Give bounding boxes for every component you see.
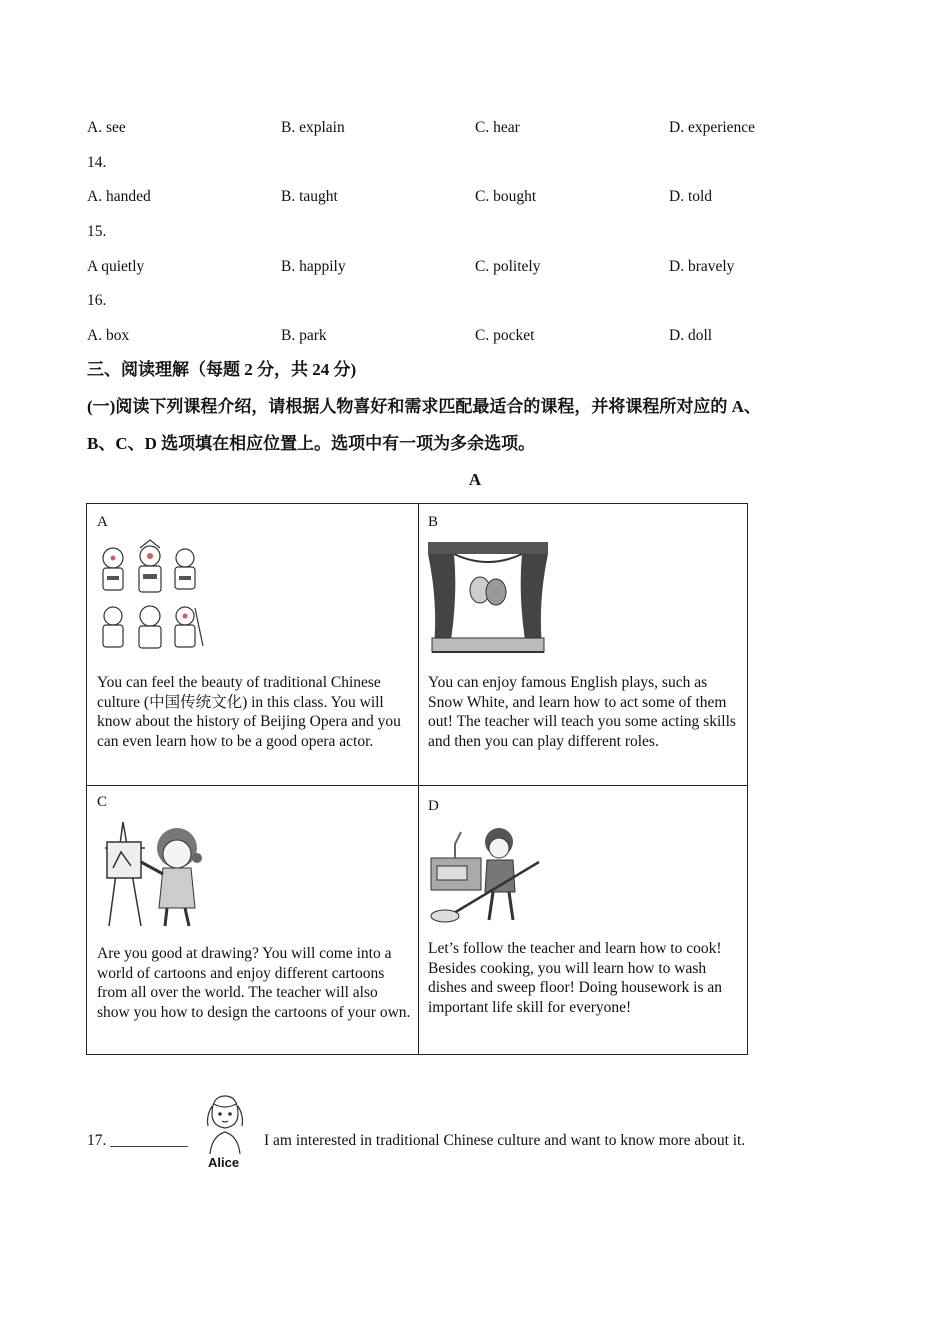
option-b: B. park	[281, 327, 327, 344]
course-cell-a	[87, 504, 418, 785]
theater-stage-icon	[428, 542, 548, 658]
course-description: You can enjoy famous English plays, such as Snow White, and learn how to act some of them out! The teacher will teach you some acting skills and then you can play different roles.	[428, 674, 736, 750]
section-heading: 三、阅读理解（每题 2 分，共 24 分)	[87, 360, 357, 379]
option-d: D. bravely	[669, 258, 735, 275]
option-b: B. explain	[281, 119, 345, 136]
girl-painting-icon	[101, 818, 211, 930]
option-a: A. handed	[87, 188, 151, 205]
option-c: C. politely	[475, 258, 541, 275]
alice-portrait-icon	[198, 1092, 252, 1156]
option-c: C. bought	[475, 188, 537, 205]
passage-title: A	[468, 470, 482, 489]
question-number: 16.	[87, 292, 107, 309]
course-letter: D	[428, 798, 439, 814]
course-letter: C	[97, 794, 108, 810]
option-b: B. happily	[281, 258, 346, 275]
course-letter: A	[97, 514, 108, 530]
boy-mopping-icon	[429, 824, 541, 924]
question-17-blank[interactable]: 17. __________	[87, 1132, 188, 1149]
option-c: C. hear	[475, 119, 520, 136]
course-letter: B	[428, 514, 439, 530]
course-description: Are you good at drawing? You will come into a world of cartoons and enjoy different cartoons from all over the world. The teacher will also show you how to design the cartoons of your own.	[97, 945, 411, 1021]
question-number: 15.	[87, 223, 107, 240]
option-d: D. doll	[669, 327, 713, 344]
alice-statement: I am interested in traditional Chinese culture and want to know more about it.	[264, 1132, 746, 1149]
course-cell-b	[419, 504, 750, 785]
question-number: 14.	[87, 154, 107, 171]
instructions-line-2: B、C、D 选项填在相应位置上。选项中有一项为多余选项。	[87, 434, 536, 453]
option-a: A quietly	[87, 258, 145, 275]
alice-label: Alice	[208, 1155, 240, 1170]
course-cell-d	[419, 786, 750, 1056]
course-cell-c	[87, 786, 418, 1056]
option-d: D. experience	[669, 119, 756, 136]
option-b: B. taught	[281, 188, 338, 205]
instructions-line-1: (一)阅读下列课程介绍，请根据人物喜好和需求匹配最适合的课程，并将课程所对应的 A、	[87, 397, 761, 416]
option-c: C. pocket	[475, 327, 535, 344]
option-a: A. box	[87, 327, 130, 344]
option-d: D. told	[669, 188, 713, 205]
course-description: You can feel the beauty of traditional Chinese culture (中国传统文化) in this class. You will know about the history of Beijing Opera and you can even learn how to be a good opera actor.	[97, 674, 401, 750]
course-description: Let’s follow the teacher and learn how to cook! Besides cooking, you will learn how to wash dishes and sweep floor! Doing housework is an important life skill for everyone!	[428, 940, 723, 1016]
option-a: A. see	[87, 119, 126, 136]
opera-figures-icon	[95, 538, 205, 656]
course-table	[86, 503, 748, 1055]
